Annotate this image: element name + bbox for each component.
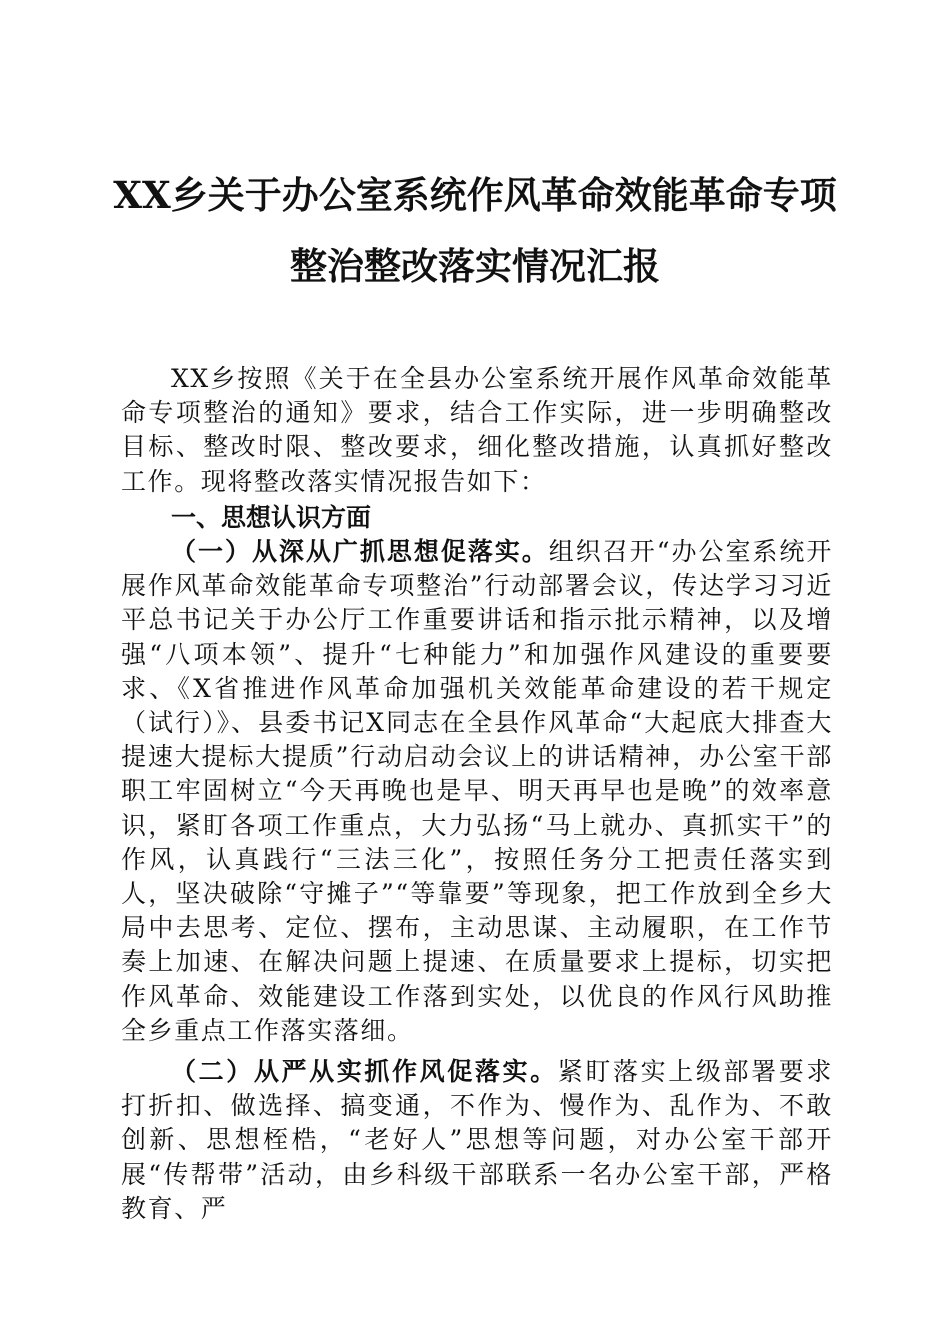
- section-1-item-2-text: 紧盯落实上级部署要求打折扣、做选择、搞变通，不作为、慢作为、乱作为、不敢创新、思想桎梏，“老好人”思想等问题，对办公室干部开展“传帮带”活动，由乡科级干部联系一名办公室干部，严格教育、严: [121, 1057, 833, 1223]
- section-1-item-1-paragraph: [121, 535, 833, 1048]
- document-title-line-2: 整治整改落实情况汇报: [290, 244, 660, 288]
- intro-paragraph: XX乡按照《关于在全县办公室系统开展作风革命效能革命专项整治的通知》要求，结合工作实际，进一步明确整改目标、整改时限、整改要求，细化整改措施，认真抓好整改工作。现将整改落实情况报告如下：: [121, 364, 833, 496]
- section-1-item-1-text: 组织召开“办公室系统开展作风革命效能革命专项整治”行动部署会议，传达学习习近平总书记关于办公厅工作重要讲话和指示批示精神，以及增强“八项本领”、提升“七种能力”和加强作风建设的重要要求、《X省推进作风革命加强机关效能革命建设的若干规定（试行）》、县委书记X同志在全县作风革命“大起底大排查大提速大提标大提质”行动启动会议上的讲话精神，办公室干部职工牢固树立“今天再晚也是早、明天再早也是晚”的效率意识，紧盯各项工作重点，大力弘扬“马上就办、真抓实干”的作风，认真践行“三法三化”，按照任务分工把责任落实到人，坚决破除“守摊子”“等靠要”等现象，把工作放到全乡大局中去思考、定位、摆布，主动思谋、主动履职，在工作节奏上加速、在解决问题上提速、在质量要求上提标，切实把作风革命、效能建设工作落到实处，以优良的作风行风助推全乡重点工作落实落细。: [121, 537, 833, 1045]
- section-1-heading: 一、思想认识方面: [171, 503, 372, 532]
- section-1-item-2-paragraph: [121, 1055, 833, 1223]
- document-title-line-1: XX乡关于办公室系统作风革命效能革命专项: [113, 173, 837, 217]
- section-1-item-2-lead: （二）从严从实抓作风促落实。: [171, 1057, 558, 1086]
- section-1-item-1-lead: （一）从深从广抓思想促落实。: [171, 537, 549, 566]
